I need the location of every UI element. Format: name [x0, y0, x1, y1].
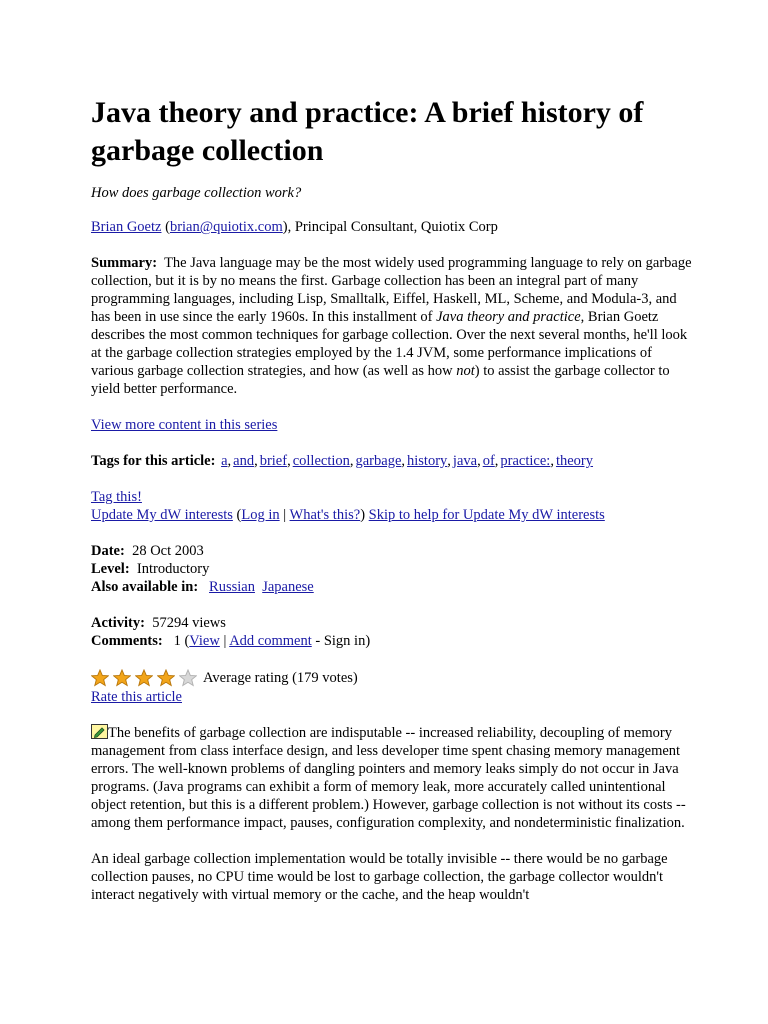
- star-filled-icon[interactable]: [135, 669, 153, 687]
- summary-text-1: The Java language may be the most widely used programming language to rely on garbage collection, but it is by no means the first. Garbage collection has been an integral part of many programming languages, including Lisp, Smalltalk, Eiffel, Haskell, ML, Scheme, and Modula-3, and has been in use since the early 1960s. In this installment of: [91, 255, 692, 325]
- tag-link-0[interactable]: a: [221, 453, 228, 469]
- author-open-paren: (: [161, 219, 170, 235]
- author-link[interactable]: Brian Goetz: [91, 219, 162, 235]
- star-filled-icon[interactable]: [91, 669, 109, 687]
- available-label: Also available in:: [91, 579, 199, 595]
- author-close-paren: ): [282, 219, 288, 235]
- author-email-link[interactable]: brian@quiotix.com: [169, 219, 283, 235]
- tag-separator: ,: [494, 453, 499, 469]
- tag-link-6[interactable]: java: [452, 453, 478, 469]
- rating-stars[interactable]: [91, 669, 201, 687]
- author-line: [91, 218, 692, 236]
- tag-link-2[interactable]: brief: [259, 453, 288, 469]
- tag-list: [219, 453, 595, 469]
- comments-paren: (: [180, 633, 190, 649]
- tag-this-link[interactable]: Tag this!: [91, 489, 142, 505]
- page-title: Java theory and practice: A brief history of garbage collection: [91, 96, 644, 167]
- tag-link-8[interactable]: practice:: [500, 453, 551, 469]
- summary-text-3: ) to assist the garbage collector to yield better performance.: [91, 363, 670, 397]
- tag-link-3[interactable]: collection: [292, 453, 350, 469]
- star-filled-icon[interactable]: [113, 669, 131, 687]
- tag-separator: ,: [447, 453, 451, 469]
- whats-this-link[interactable]: What's this?: [289, 507, 361, 523]
- rating-block: [91, 668, 692, 706]
- paren-close: ): [360, 507, 369, 523]
- comments-count: 1: [173, 633, 181, 649]
- meta-block: [91, 542, 692, 596]
- update-interests-link[interactable]: Update My dW interests: [91, 507, 233, 523]
- article-subtitle: How does garbage collection work?: [91, 185, 302, 201]
- tag-separator: ,: [550, 453, 554, 469]
- summary-label: Summary:: [91, 255, 158, 271]
- level-value: Introductory: [136, 561, 210, 577]
- star-empty-icon[interactable]: [179, 669, 197, 687]
- log-in-link[interactable]: Log in: [241, 507, 280, 523]
- tag-separator: ,: [227, 453, 232, 469]
- add-comment-link[interactable]: Add comment: [229, 633, 312, 649]
- pipe-separator: |: [279, 507, 290, 523]
- summary-italic-2: not: [456, 363, 475, 379]
- tags-label: Tags for this article:: [91, 453, 216, 469]
- body-text-1: The benefits of garbage collection are indisputable -- increased reliability, decoupling of memory management from class interface design, and less developer time spent chasing memory management errors. The well-known problems of dangling pointers and memory leaks simply do not occur in Java programs. (Java programs can exhibit a form of memory leak, more accurately called unintentional object retention, but this is a different problem.) However, garbage collection is not without its costs -- among them performance impact, pauses, configuration complexity, and nondeterministic finalization.: [91, 725, 686, 831]
- sign-in-text: - Sign in): [311, 633, 371, 649]
- author-role: , Principal Consultant, Quiotix Corp: [287, 219, 498, 235]
- summary-italic-1: Java theory and practice: [436, 309, 581, 325]
- activity-block: [91, 614, 692, 650]
- comments-pipe: |: [219, 633, 230, 649]
- pencil-icon: [91, 724, 108, 739]
- tag-separator: ,: [401, 453, 406, 469]
- rate-article-link[interactable]: Rate this article: [91, 689, 182, 705]
- rating-text: Average rating (179 votes): [203, 670, 358, 686]
- date-label: Date:: [91, 543, 125, 559]
- tags-row: [91, 452, 692, 470]
- date-value: 28 Oct 2003: [132, 543, 204, 559]
- activity-label: Activity:: [91, 615, 145, 631]
- activity-value: 57294 views: [152, 615, 226, 631]
- paren-open: (: [232, 507, 242, 523]
- summary-text-2: , Brian Goetz describes the most common techniques for garbage collection. Over the next several months, he'll look at the garbage collection strategies employed by the 1.4 JVM, some performance implications of various garbage collection strategies, and how (as well as how: [91, 309, 688, 379]
- summary-paragraph: [91, 254, 692, 398]
- tag-actions: [91, 488, 692, 524]
- tag-separator: ,: [349, 453, 354, 469]
- language-link-russian[interactable]: Russian: [209, 579, 255, 595]
- tag-separator: ,: [477, 453, 481, 469]
- tag-link-5[interactable]: history: [407, 453, 448, 469]
- comments-label: Comments:: [91, 633, 163, 649]
- level-label: Level:: [91, 561, 130, 577]
- body-paragraph-2: An ideal garbage collection implementation would be totally invisible -- there would be no garbage collection pauses, no CPU time would be lost to garbage collection, the garbage collector wouldn't interact negatively with virtual memory or the cache, and the heap wouldn't: [91, 851, 668, 903]
- tag-separator: ,: [254, 453, 258, 469]
- body-paragraph-1: [91, 724, 692, 832]
- tag-separator: ,: [287, 453, 291, 469]
- skip-help-link[interactable]: Skip to help for Update My dW interests: [368, 507, 605, 523]
- tag-link-4[interactable]: garbage: [355, 453, 402, 469]
- star-filled-icon[interactable]: [157, 669, 175, 687]
- tag-link-1[interactable]: and: [233, 453, 255, 469]
- language-link-japanese[interactable]: Japanese: [262, 579, 314, 595]
- tag-link-7[interactable]: of: [482, 453, 495, 469]
- tag-link-9[interactable]: theory: [555, 453, 594, 469]
- view-comments-link[interactable]: View: [189, 633, 220, 649]
- view-series-link[interactable]: View more content in this series: [91, 417, 278, 433]
